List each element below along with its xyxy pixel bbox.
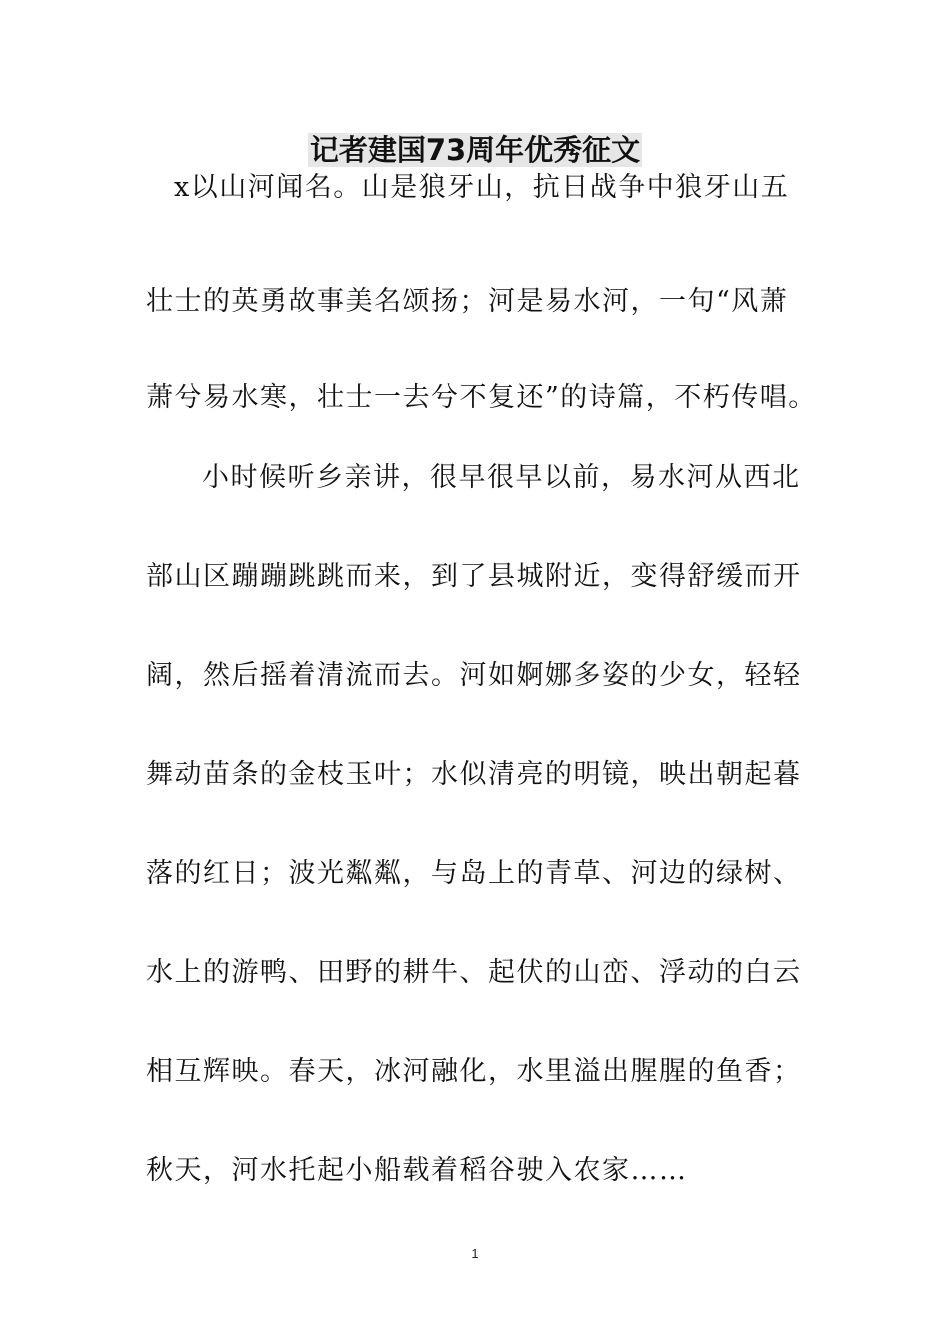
paragraph-line: 小时候听乡亲讲，很早很早以前，易水河从西北 — [202, 462, 801, 493]
paragraph-line: 水上的游鸭、田野的耕牛、起伏的山峦、浮动的白云 — [146, 957, 802, 988]
paragraph-line: 壮士的英勇故事美名颂扬；河是易水河，一句“风萧 — [146, 286, 789, 317]
paragraph-line: 秋天，河水托起小船载着稻谷驶入农家…… — [146, 1155, 688, 1186]
document-title-text: 记者建国73周年优秀征文 — [309, 133, 641, 167]
page-number: 1 — [471, 1246, 479, 1261]
paragraph-line: 舞动苗条的金枝玉叶；水似清亮的明镜，映出朝起暮 — [146, 759, 802, 790]
paragraph-line: 萧兮易水寒，壮士一去兮不复还”的诗篇，不朽传唱。 — [146, 382, 817, 413]
paragraph-line: 落的红日；波光粼粼，与岛上的青草、河边的绿树、 — [146, 858, 802, 889]
paragraph-line: x以山河闻名。山是狼牙山，抗日战争中狼牙山五 — [174, 172, 790, 203]
document-title — [0, 130, 950, 170]
paragraph-line: 部山区蹦蹦跳跳而来，到了县城附近，变得舒缓而开 — [146, 561, 802, 592]
paragraph-line: 阔，然后摇着清流而去。河如婀娜多姿的少女，轻轻 — [146, 660, 802, 691]
paragraph-line: 相互辉映。春天，冰河融化，水里溢出腥腥的鱼香； — [146, 1056, 802, 1087]
